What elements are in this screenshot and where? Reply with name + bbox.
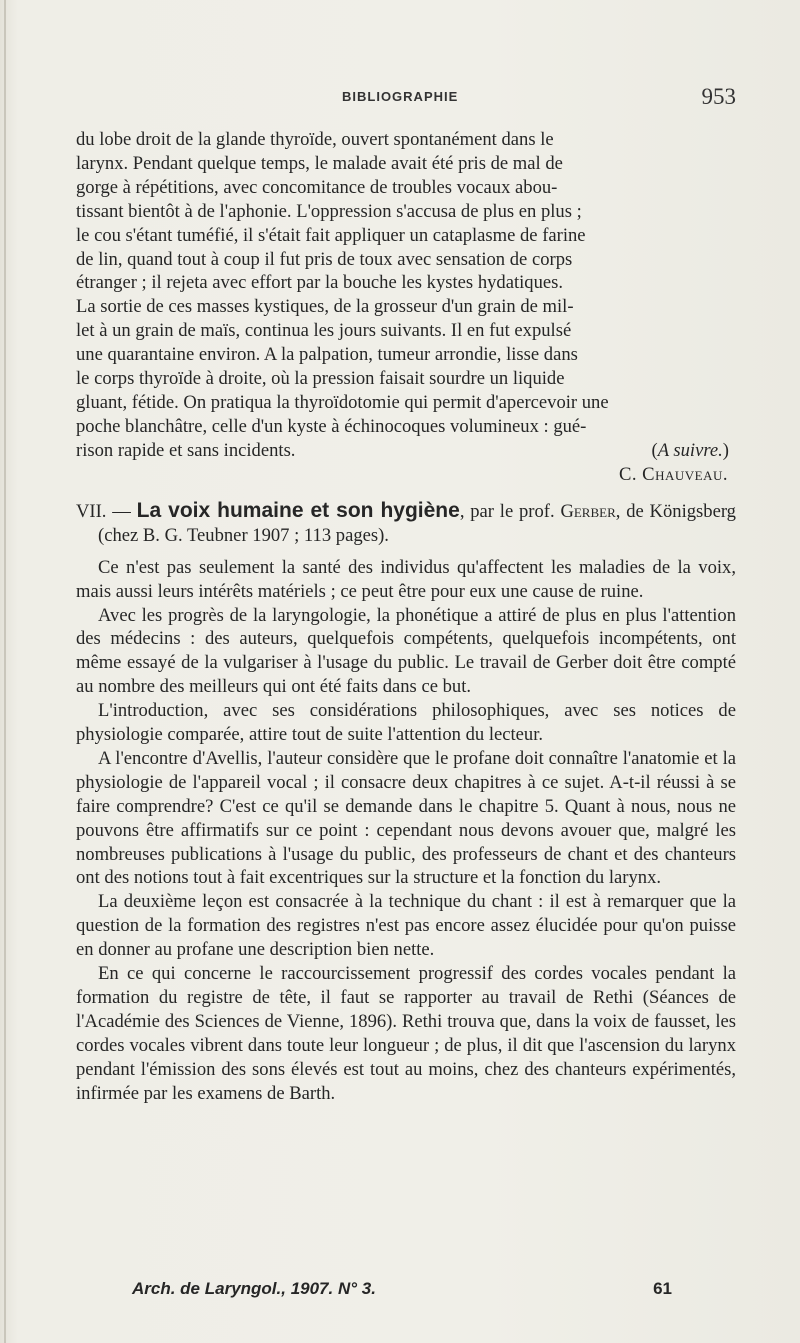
- review-body: [76, 556, 736, 1106]
- text-line: le cou s'étant tuméfié, il s'était fait appliquer un cataplasme de farine: [76, 224, 586, 246]
- text-line: larynx. Pendant quelque temps, le malade avait été pris de mal de: [76, 152, 563, 174]
- paragraph: La deuxième leçon est consacrée à la technique du chant : il est à remarquer que la question de la formation des registres n'est pas encore assez élucidée pour qu'on puisse en donner au profane une description bien nette.: [76, 891, 736, 961]
- page-footer: [76, 1279, 736, 1305]
- text-line: de lin, quand tout à coup il fut pris de toux avec sensation de corps: [76, 248, 573, 270]
- text-line: let à un grain de maïs, continua les jours suivants. Il en fut expulsé: [76, 320, 572, 342]
- article-number: VII. —: [76, 500, 137, 522]
- signature-mark: 61: [653, 1279, 672, 1298]
- paragraph: Ce n'est pas seulement la santé des individus qu'affectent les maladies de la voix, mais aussi leurs intérêts matériels ; ce peut être pour eux une cause de ruine.: [76, 556, 736, 602]
- last-line: [76, 439, 736, 463]
- paragraph: Avec les progrès de la laryngologie, la phonétique a attiré de plus en plus l'attention des médecins : des auteurs, quelquefois compétents, quelquefois incompétents, ont même essayé de la vulgariser à l'usage du public. Le travail de Gerber doit être compté au nombre des meilleurs qui ont été faits dans ce but.: [76, 604, 736, 698]
- text-line: rison rapide et sans incidents.: [76, 439, 296, 461]
- article-title: La voix humaine et son hygiène: [136, 498, 460, 522]
- running-head: BIBLIOGRAPHIE: [342, 89, 459, 104]
- paren-close: ): [722, 439, 729, 461]
- text-line: gorge à répétitions, avec concomitance de troubles vocaux abou-: [76, 176, 558, 198]
- body-text: [76, 128, 736, 1106]
- to-follow-text: A suivre.: [657, 439, 723, 461]
- page-header: [76, 84, 736, 112]
- paragraph: L'introduction, avec ses considérations philosophiques, avec ses notices de physiologie comparée, attire tout de suite l'attention du lecteur.: [76, 700, 736, 746]
- text-line: du lobe droit de la glande thyroïde, ouvert spontanément dans le: [76, 129, 554, 150]
- continuation-paragraph: [76, 128, 736, 487]
- article-details: , de Königsberg (chez B. G. Teubner 1907 ; 113 pages).: [98, 500, 736, 546]
- paragraph: En ce qui concerne le raccourcissement progressif des cordes vocales pendant la formation du registre de tête, il faut se rapporter au travail de Rethi (Séances de l'Académie des Sciences de Vienne, 1896). Rethi trouva que, dans la voix de fausset, les cordes vocales vibrent dans toute leur longueur ; de plus, il dit que l'ascension du larynx pendant l'émission des sons élevés est tout au moins, chez des chanteurs expérimentés, infirmée par les examens de Barth.: [76, 963, 736, 1104]
- text-line: gluant, fétide. On pratiqua la thyroïdotomie qui permit d'apercevoir une: [76, 391, 609, 413]
- page-number: 953: [701, 84, 736, 109]
- journal-reference: Arch. de Laryngol., 1907. N° 3.: [132, 1279, 376, 1298]
- text-line: le corps thyroïde à droite, où la pression faisait sourdre un liquide: [76, 368, 565, 390]
- text-line: poche blanchâtre, celle d'un kyste à échinocoques volumineux : gué-: [76, 415, 587, 437]
- review-signature: C. Chauveau.: [618, 463, 728, 485]
- text-line: étranger ; il rejeta avec effort par la bouche les kystes hydatiques.: [76, 272, 564, 294]
- text-line: La sortie de ces masses kystiques, de la grosseur d'un grain de mil-: [76, 296, 574, 318]
- paren-open: (: [651, 439, 658, 461]
- text-line: une quarantaine environ. A la palpation, tumeur arrondie, lisse dans: [76, 344, 578, 366]
- text-line: tissant bientôt à de l'aphonie. L'oppression s'accusa de plus en plus ;: [76, 200, 582, 222]
- page-edge: [4, 0, 6, 1343]
- article-heading: [76, 499, 736, 548]
- to-follow-note: [652, 439, 729, 463]
- article-by: , par le prof.: [459, 500, 561, 522]
- paragraph: A l'encontre d'Avellis, l'auteur considère que le profane doit connaître l'anatomie et la physiologie de l'appareil vocal ; il consacre deux chapitres à ce sujet. A-t-il réussi à se faire comprendre? C'est ce qu'il se demande dans le chapitre 5. Quant à nous, nous ne pouvons être affirmatifs sur ce point : cependant nous devons avouer que, malgré les nombreuses publications à l'usage du public, des professeurs de chant et des chanteurs ont des notions tout à fait excentriques sur la structure et la fonction du larynx.: [76, 747, 736, 889]
- article-author: Gerber: [560, 500, 616, 522]
